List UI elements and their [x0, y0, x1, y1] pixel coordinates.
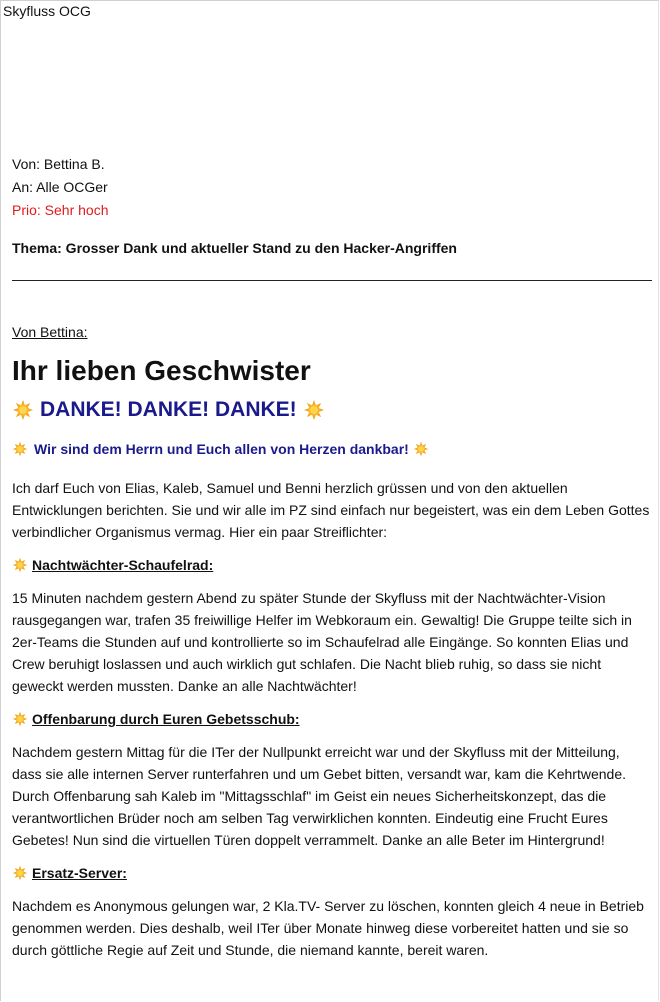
thanks-text: DANKE! DANKE! DANKE! [40, 398, 297, 421]
sun-star-icon [12, 711, 28, 727]
section-heading [12, 555, 652, 575]
priority-field: Prio: Sehr hoch [12, 202, 109, 218]
section-heading [12, 709, 652, 729]
grateful-text: Wir sind dem Herrn und Euch allen von Herzen dankbar! [34, 441, 409, 457]
thanks-banner [12, 395, 652, 425]
sun-star-icon [12, 865, 28, 881]
subject-line: Thema: Grosser Dank und aktueller Stand zu den Hacker-Angriffen [12, 240, 457, 256]
grateful-line [12, 439, 652, 459]
sun-star-icon [12, 441, 28, 457]
sun-star-icon [12, 399, 34, 421]
greeting-heading: Ihr lieben Geschwister [12, 355, 311, 386]
section-text: Nachdem es Anonymous gelungen war, 2 Kla.TV- Server zu löschen, konnten gleich 4 neue in Betrieb genommen werden. Dies deshalb, weil ITer über Monate hinweg diese vorbereitet hatten und sie so durch göttliche Regie auf Zeit und Stunde, die niemand kannte, bereit waren. [12, 898, 644, 958]
sender-name: Skyfluss OCG [3, 3, 91, 19]
section-title: Offenbarung durch Euren Gebetsschub: [32, 711, 300, 727]
email-body [12, 322, 652, 961]
section-title: Ersatz-Server: [32, 865, 127, 881]
sun-star-icon [413, 441, 429, 457]
section-text: 15 Minuten nachdem gestern Abend zu später Stunde der Skyfluss mit der Nachtwächter-Vision rausgegangen war, trafen 35 freiwillige Helfer im Webkoraum ein. Gewaltig! Die Gruppe teilte sich in 2er-Teams die Stunden auf und kontrollierte so im Schaufelrad alle Eingänge. So konnten Elias und Crew beruhigt loslassen und auch wirklich gut schlafen. Die Nacht blieb ruhig, so dass sie nicht geweckt werden mussten. Danke an alle Nachtwächter! [12, 590, 632, 694]
intro-paragraph: Ich darf Euch von Elias, Kaleb, Samuel und Benni herzlich grüssen und von den aktuellen Entwicklungen berichten. Sie und wir alle im PZ sind einfach nur begeistert, was ein dem Leben Gottes verbindlicher Organismus vermag. Hier ein paar Streiflichter: [12, 480, 650, 540]
email-meta [12, 153, 109, 222]
sun-star-icon [303, 399, 325, 421]
sun-star-icon [12, 557, 28, 573]
section-title: Nachtwächter-Schaufelrad: [32, 557, 214, 573]
divider [12, 280, 652, 281]
to-field: An: Alle OCGer [12, 179, 108, 195]
body-from-line: Von Bettina: [12, 324, 88, 340]
section-heading [12, 863, 652, 883]
section-text: Nachdem gestern Mittag für die ITer der Nullpunkt erreicht war und der Skyfluss mit der Mitteilung, dass sie alle internen Server runterfahren und um Gebet bitten, versandt war, kam die Kehrtwende. Durch Offenbarung sah Kaleb im "Mittagsschlaf" im Geist ein neues Sicherheitskonzept, das die verantwortlichen Brüder noch am selben Tag verwirklichen konnten. Eindeutig eine Frucht Eures Gebetes! Nun sind die virtuellen Türen doppelt verrammelt. Danke an alle Beter im Hintergrund! [12, 744, 627, 848]
from-field: Von: Bettina B. [12, 156, 105, 172]
